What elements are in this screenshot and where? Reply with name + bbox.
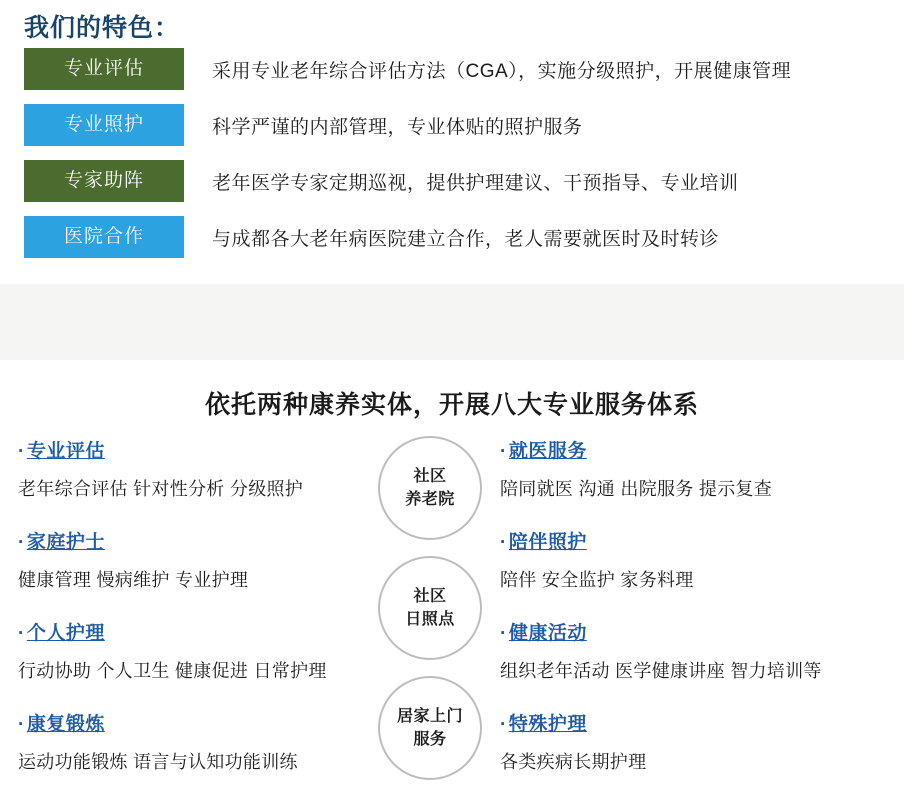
feature-desc-professional-assessment: 采用专业老年综合评估方法（CGA），实施分级照护，开展健康管理 [212,60,792,82]
service-title-text: 特殊护理 [508,714,587,735]
circle-line-2: 养老院 [405,491,455,508]
bullet-icon: · [500,623,507,644]
service-desc-medical-service: 陪同就医 沟通 出院服务 提示复查 [500,479,773,499]
bullet-icon: · [500,441,507,462]
service-item [18,527,378,592]
service-title-companion-care [500,527,860,554]
circle-line-1: 社区 [413,588,447,605]
features-section [0,0,904,300]
circle-community-day-care [378,556,482,660]
service-title-personal-care [18,618,378,645]
service-desc-companion-care: 陪伴 安全监护 家务料理 [500,570,694,590]
circle-line-2: 服务 [413,731,447,748]
service-title-professional-assessment [18,436,378,463]
service-item [500,436,860,501]
feature-row [24,48,791,90]
service-desc-personal-care: 行动协助 个人卫生 健康促进 日常护理 [18,661,327,681]
service-title-medical-service [500,436,860,463]
circle-home-visit-service [378,676,482,780]
service-item [18,436,378,501]
service-item [18,709,378,774]
service-title-rehabilitation [18,709,378,736]
feature-tag-professional-assessment: 专业评估 [24,48,184,90]
service-title-family-nurse [18,527,378,554]
feature-row [24,160,739,202]
service-desc-professional-assessment: 老年综合评估 针对性分析 分级照护 [18,479,304,499]
services-heading: 依托两种康养实体，开展八大专业服务体系 [204,391,699,419]
entity-circles [378,436,488,796]
feature-desc-professional-care: 科学严谨的内部管理，专业体贴的照护服务 [212,116,583,138]
circle-community-nursing-home [378,436,482,540]
service-desc-rehabilitation: 运动功能锻炼 语言与认知功能训练 [18,752,298,772]
section-divider [0,284,904,360]
service-title-text: 家庭护士 [26,532,105,553]
feature-row [24,216,719,258]
services-right-column [500,436,860,800]
feature-tag-expert-support: 专家助阵 [24,160,184,202]
feature-desc-expert-support: 老年医学专家定期巡视，提供护理建议、干预指导、专业培训 [212,172,739,194]
service-desc-family-nurse: 健康管理 慢病维护 专业护理 [18,570,249,590]
bullet-icon: · [18,441,25,462]
services-left-column [18,436,378,800]
feature-desc-hospital-cooperation: 与成都各大老年病医院建立合作，老人需要就医时及时转诊 [212,228,720,250]
service-item [500,709,860,774]
bullet-icon: · [500,714,507,735]
service-item [500,527,860,592]
circle-line-1: 社区 [413,468,447,485]
service-item [500,618,860,683]
feature-row [24,104,583,146]
bullet-icon: · [500,532,507,553]
service-title-text: 专业评估 [26,441,105,462]
service-desc-health-activities: 组织老年活动 医学健康讲座 智力培训等 [500,661,822,681]
feature-tag-hospital-cooperation: 医院合作 [24,216,184,258]
services-section [0,360,904,782]
service-item [18,618,378,683]
bullet-icon: · [18,714,25,735]
bullet-icon: · [18,532,25,553]
service-title-text: 健康活动 [508,623,587,644]
feature-tag-professional-care: 专业照护 [24,104,184,146]
bullet-icon: · [18,623,25,644]
service-title-special-nursing [500,709,860,736]
service-title-text: 陪伴照护 [508,532,587,553]
service-title-health-activities [500,618,860,645]
circle-line-2: 日照点 [405,611,455,628]
service-title-text: 就医服务 [508,441,587,462]
service-title-text: 个人护理 [26,623,105,644]
circle-line-1: 居家上门 [396,708,463,725]
service-desc-special-nursing: 各类疾病长期护理 [500,752,647,772]
service-title-text: 康复锻炼 [26,714,105,735]
features-heading: 我们的特色： [24,14,181,42]
